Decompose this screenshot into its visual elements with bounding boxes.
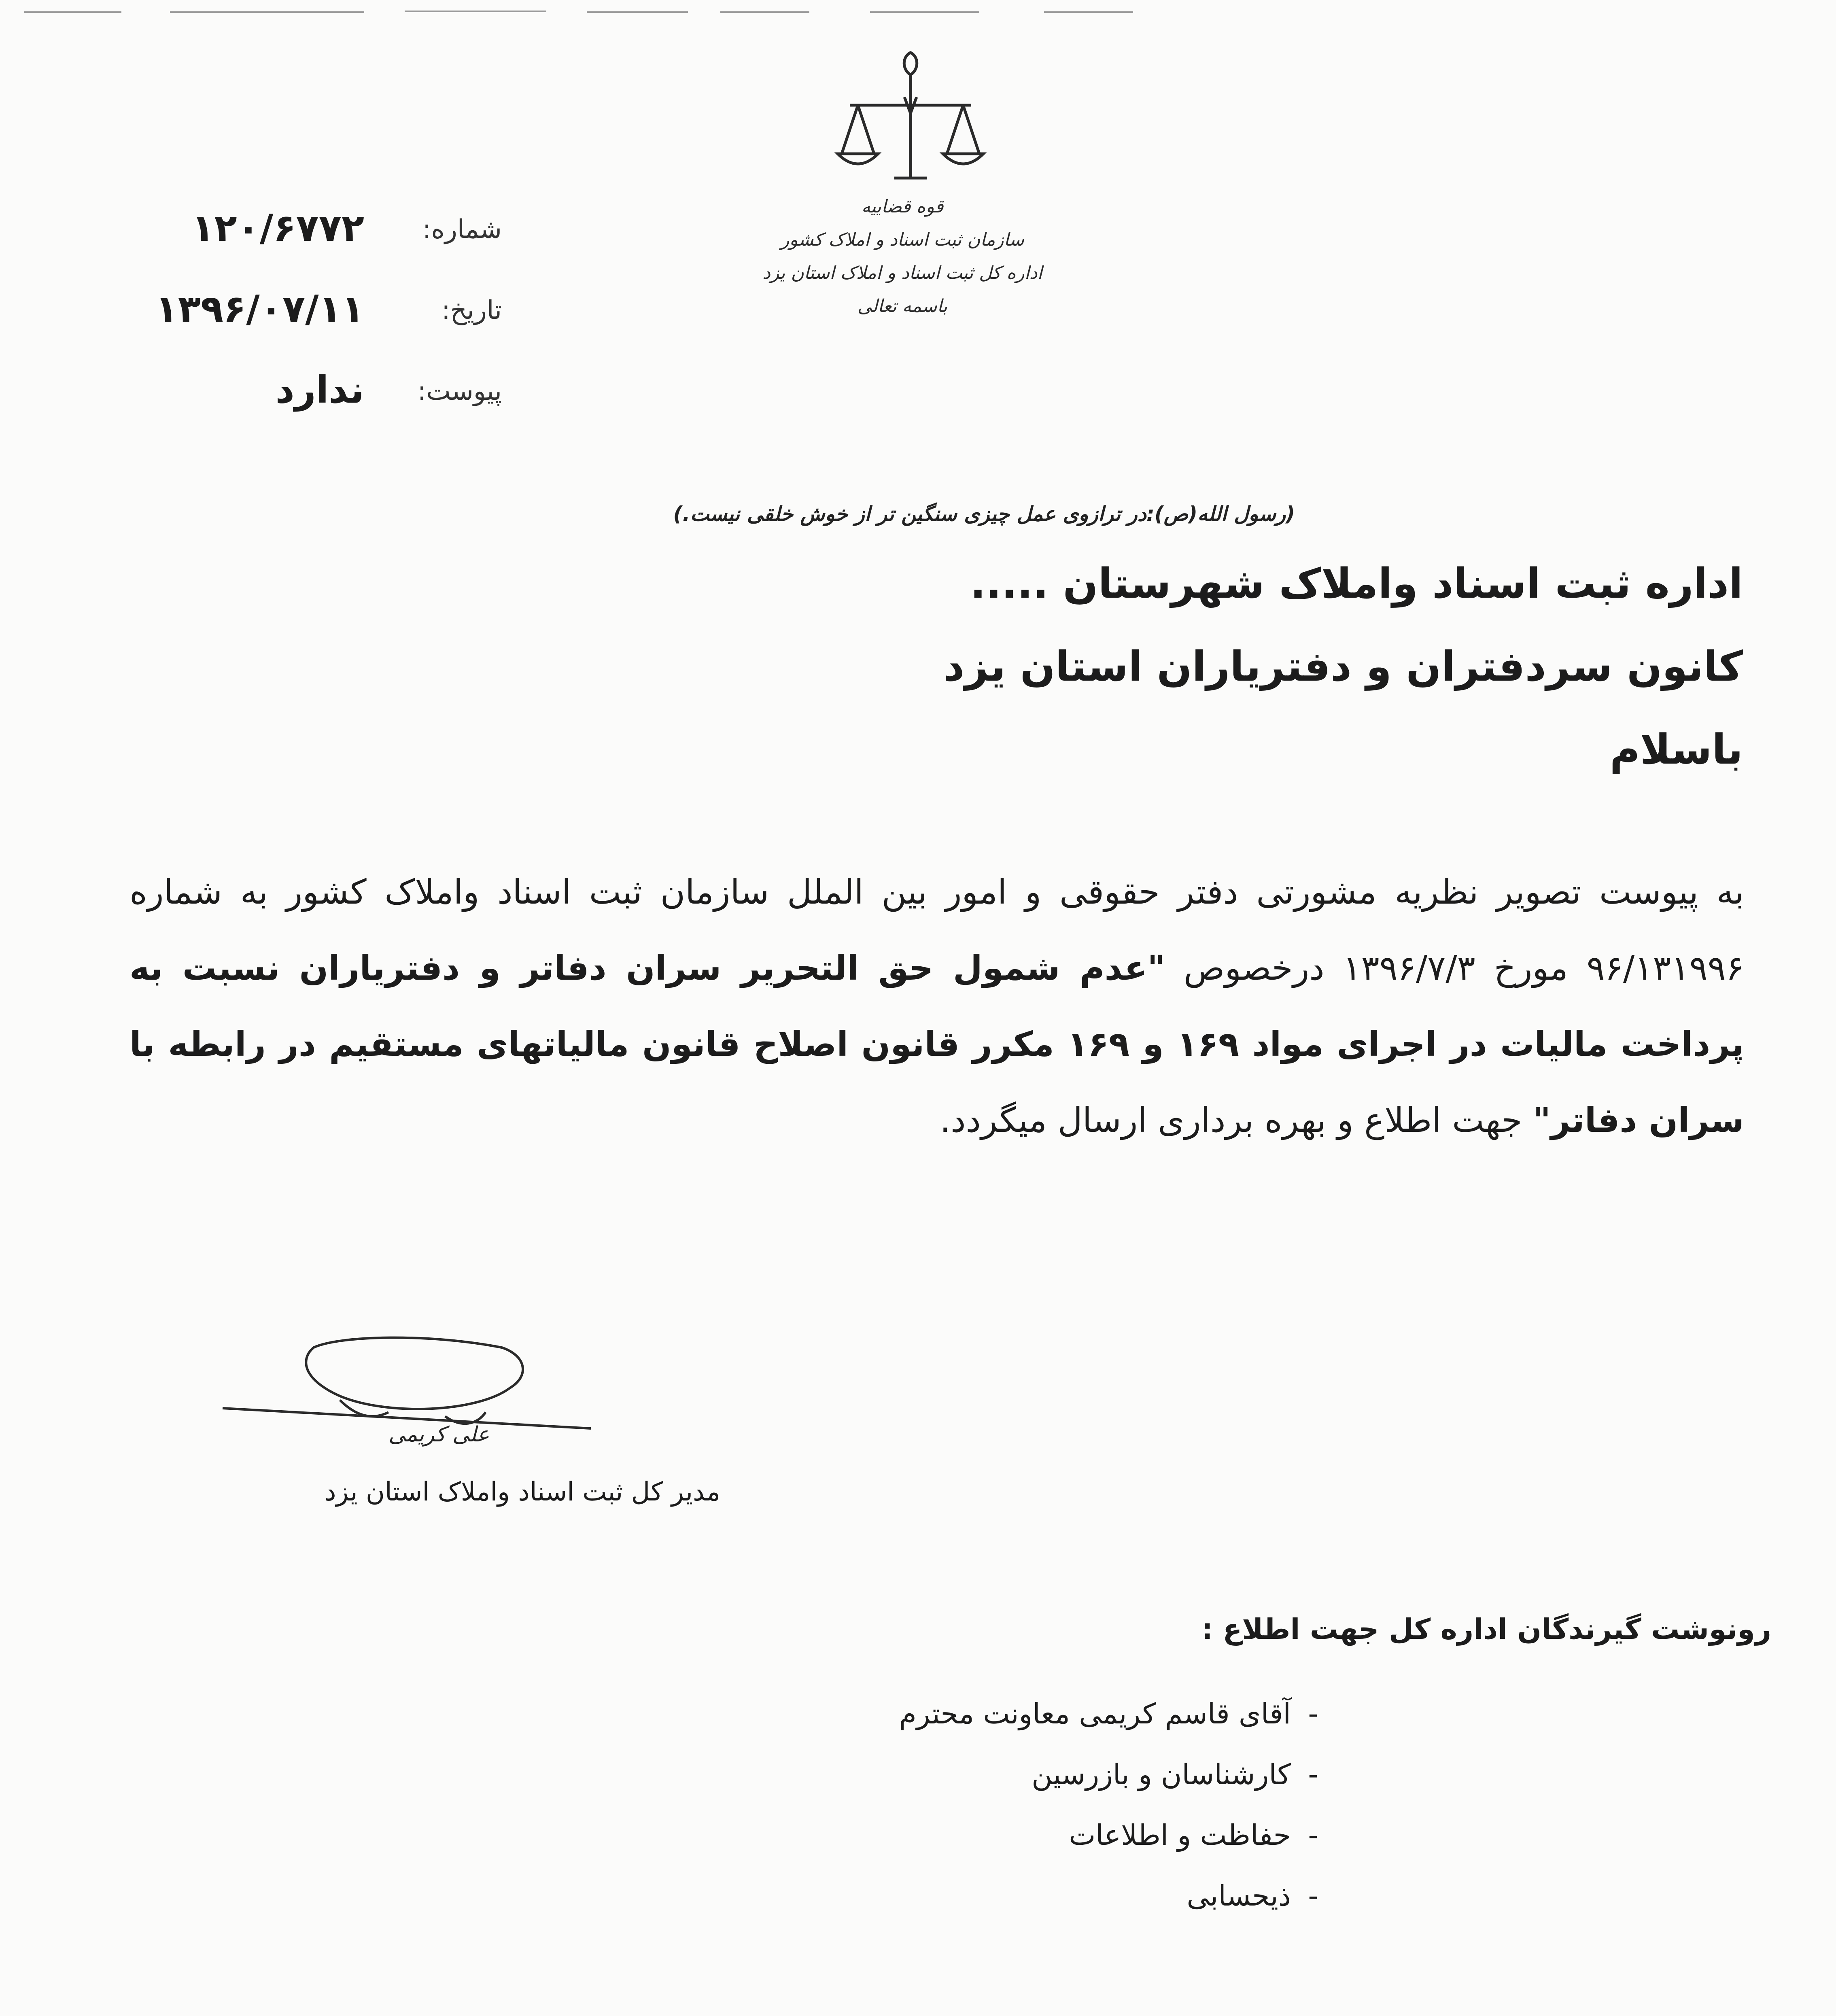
attachment-label: پیوست: <box>417 376 502 406</box>
cc-dash: - <box>1308 1758 1318 1791</box>
addressee-line-1: اداره ثبت اسناد واملاک شهرستان ..... <box>970 560 1743 608</box>
cc-dash: - <box>1308 1879 1318 1912</box>
attachment-value: ندارد <box>275 368 364 412</box>
greeting: باسلام <box>1609 726 1743 774</box>
cc-item <box>607 1805 1335 1865</box>
cc-dash: - <box>1308 1697 1318 1730</box>
org-line-2: سازمان ثبت اسناد و املاک کشور <box>781 229 1024 250</box>
addressee-block <box>569 542 1743 791</box>
scan-edge-artifact <box>0 0 1836 16</box>
attachment-row <box>113 368 502 449</box>
body-subject-bold: "عدم شمول حق التحریر سران دفاتر و دفتریاران نسبت به پرداخت مالیات در اجرای مواد ۱۶۹ و ۱۶۹ مکرر قانون اصلاح قانون مالیاتهای مستقیم در رابطه با سران دفاتر" <box>129 948 1745 1140</box>
date-value: ۱۳۹۶/۰۷/۱۱ <box>155 287 364 331</box>
date-row <box>113 287 502 368</box>
cc-item <box>607 1744 1335 1805</box>
number-row <box>113 206 502 287</box>
cc-dash: - <box>1308 1819 1318 1852</box>
signer-name: علی کریمی <box>388 1422 490 1447</box>
letter-body <box>129 854 1744 1158</box>
organization-header <box>761 190 1044 323</box>
org-line-4: باسمه تعالی <box>857 296 948 316</box>
letter-meta <box>113 206 502 449</box>
org-line-1: قوه قضاییه <box>861 196 944 217</box>
motto: (رسول الله(ص):در ترازوی عمل چیزی سنگین تر از خوش خلقی نیست.) <box>673 502 1295 526</box>
cc-item <box>607 1865 1335 1926</box>
cc-list <box>607 1683 1335 1926</box>
cc-item-text: حفاظت و اطلاعات <box>1069 1819 1291 1852</box>
addressee-line-2: کانون سردفتران و دفتریاران استان یزد <box>943 643 1743 691</box>
number-label: شماره: <box>422 214 502 244</box>
number-value: ۱۲۰/۶۷۷۲ <box>191 206 364 250</box>
cc-item-text: کارشناسان و بازرسین <box>1032 1758 1291 1791</box>
body-part-1: به پیوست تصویر نظریه مشورتی دفتر حقوقی و امور بین الملل سازمان ثبت اسناد واملاک کشور به شماره ۹۶/۱۳۱۹۹۶ مورخ ۱۳۹۶/۷/۳ درخصوص <box>129 872 1744 988</box>
org-line-3: اداره کل ثبت اسناد و املاک استان یزد <box>762 263 1042 283</box>
cc-item-text: آقای قاسم کریمی معاونت محترم <box>899 1697 1291 1730</box>
judiciary-scales-emblem <box>834 45 987 190</box>
handwritten-signature <box>219 1331 623 1477</box>
date-label: تاریخ: <box>441 295 502 325</box>
signer-title: مدیر کل ثبت اسناد واملاک استان یزد <box>325 1477 720 1507</box>
cc-item <box>607 1683 1335 1744</box>
cc-item-text: ذیحسابی <box>1187 1879 1291 1912</box>
body-part-3: جهت اطلاع و بهره برداری ارسال میگردد. <box>940 1100 1533 1140</box>
cc-title: رونوشت گیرندگان اداره کل جهت اطلاع : <box>1201 1613 1771 1646</box>
